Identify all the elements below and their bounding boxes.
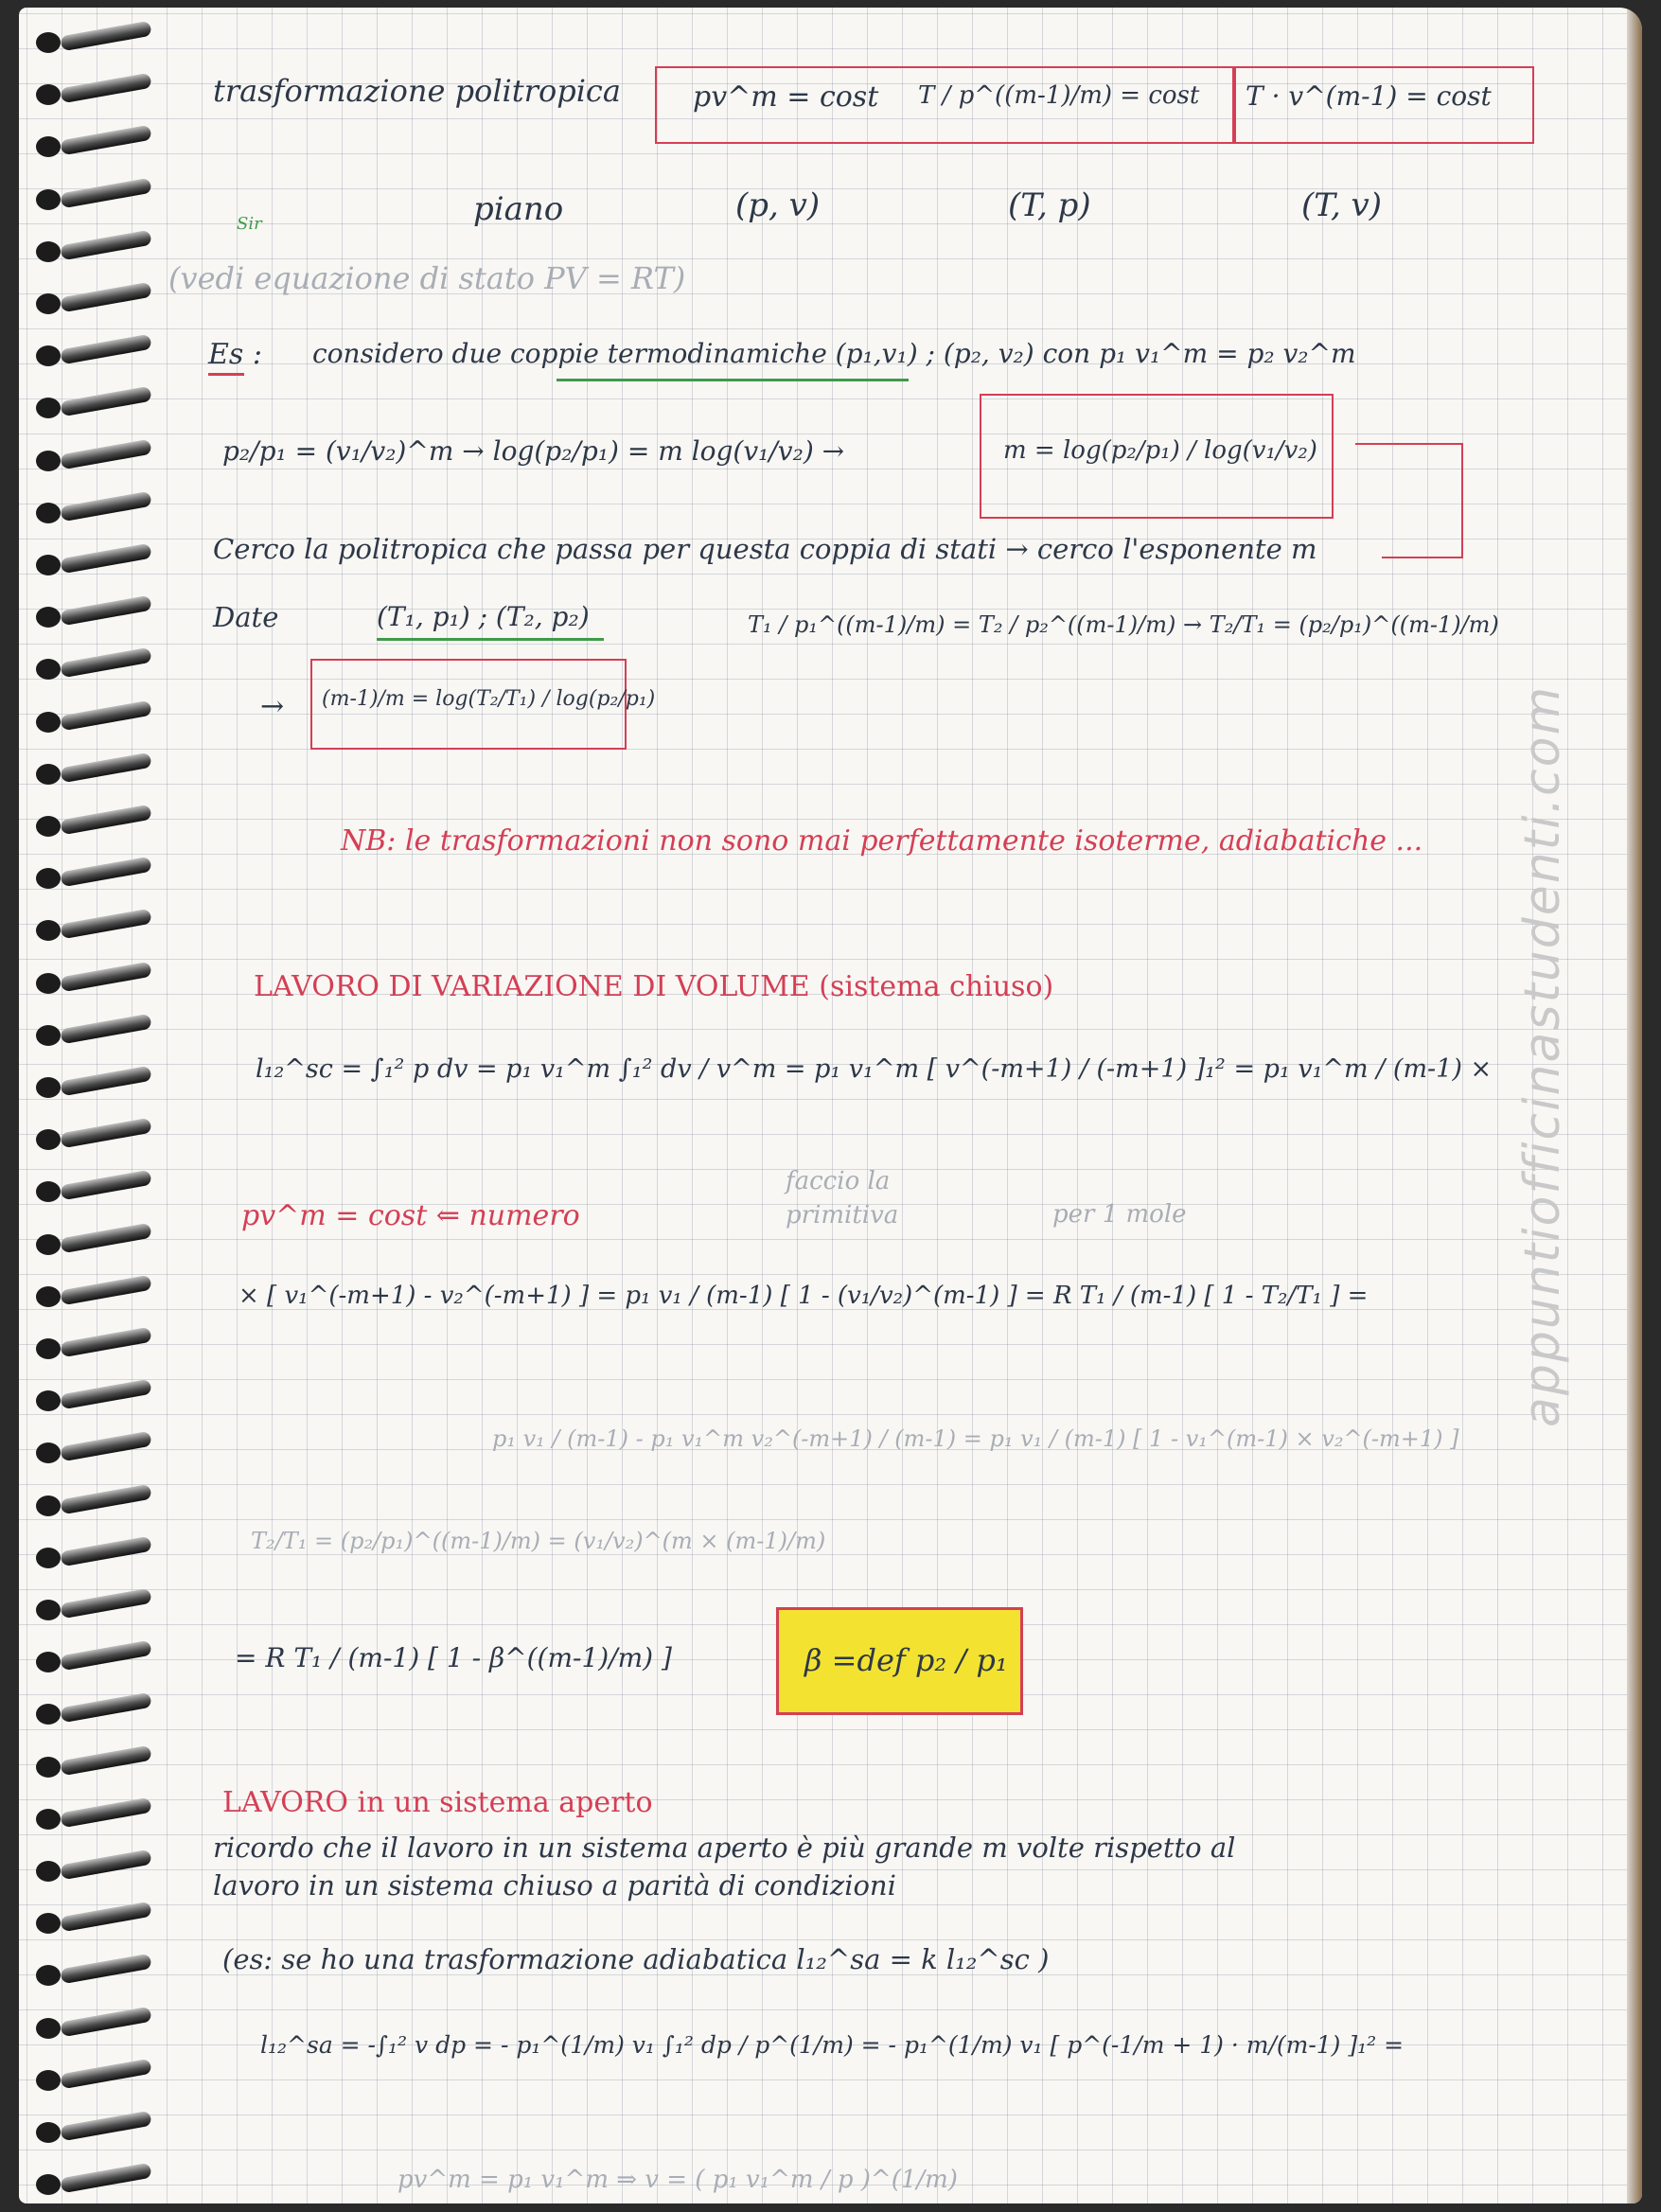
eq-tv: T · v^(m-1) = cost: [1246, 80, 1492, 112]
lavoro-gray1: p₁ v₁ / (m-1) - p₁ v₁^m v₂^(-m+1) / (m-1) = p₁ v₁ / (m-1) [ 1 - v₁^(m-1) × v₂^(-m+1) ]: [492, 1425, 1459, 1452]
es-label: Es :: [208, 338, 262, 371]
binding-coil: [60, 334, 151, 364]
note-primitiva: faccio la primitiva: [786, 1167, 899, 1230]
nb-text: NB: le trasformazioni non sono mai perfettamente isoterme, adiabatiche ...: [341, 824, 1423, 858]
binding-hole: [36, 920, 61, 941]
binding-hole: [36, 451, 61, 471]
binding-coil: [60, 1327, 151, 1357]
notebook-page: trasformazione politropica pv^m = cost T / p^((m-1)/m) = cost T · v^(m-1) = cost Sir piano (p, v) (T, p) (T, v) (vedi equazione di stato PV = RT) Es : considero due coppie termodinamiche (p₁,v₁) ; (p₂, v₂) con p₁ v₁^m = p₂ v₂^m p₂/p₁ = (v₁/v₂)^m → log(p₂/p₁) = m log(v₁/v₂) → m = log(p₂/p₁) / log(v₁/v₂) Cerco la politropica che passa per questa coppia di stati → cerco l'esponente m Date (T₁, p₁) ; (T₂, p₂) T₁ / p₁^((m-1)/m) = T₂ / p₂^((m-1)/m) → T₂/T₁ = (p₂/p₁)^((m-1)/m) → (m-1)/m = log(T₂/T₁) / log(p₂/p₁) NB: le trasformazioni non sono mai perfettamente isoterme, adiabatiche ... LAVORO DI VARIAZIONE DI VOLUME (sistema chiuso) l₁₂^sc = ∫₁² p dv = p₁ v₁^m ∫₁² dv / v^m = p₁ v₁^m [ v^(-m+1) / (-m+1) ]₁² = p₁ v₁^m / (m-1) × pv^m = cost ⇐ numero faccio la primitiva per 1 mole × [ v₁^(-m+1) - v₂^(-m+1) ] = p₁ v₁ / (m-1) [ 1 - (v₁/v₂)^(m-1) ] = R T₁ / (m-1) [ 1 - T₂/T₁ ] = p₁ v₁ / (m-1) - p₁ v₁^m v₂^(-m+1) / (m-1) = p₁ v₁ / (m-1) [ 1 - v₁^(m-1) × v₂^(-m+1) ] T₂/T₁ = (p₂/p₁)^((m-1)/m) = (v₁/v₂)^(m × (m-1)/m) = R T₁ / (m-1) [ 1 - β^((m-1)/m) ] β =def p₂ / p₁ LAVORO in un sistema aperto ricordo che il lavoro in un sistema aperto è più grande m volte rispetto al lavoro in un sistema chiuso a parità di condizioni (es: se ho una trasformazione adiabatica l₁₂^sa = k l₁₂^sc ) l₁₂^sa = -∫₁² v dp = - p₁^(1/m) v₁ ∫₁² dp / p^(1/m) = - p₁^(1/m) v₁ [ p^(-1/m + 1) · m/(m-1) ]₁² = pv^m = p₁ v₁^m ⇒ v = ( p₁ v₁^m / p )^(1/m) appuntiofficinastudenti.com: [19, 8, 1642, 2203]
binding-coil: [60, 909, 151, 939]
binding-coil: [60, 21, 151, 51]
binding-hole: [36, 241, 61, 262]
binding-coil: [60, 1902, 151, 1932]
binding-hole: [36, 1442, 61, 1463]
binding-hole: [36, 1234, 61, 1255]
binding-coil: [60, 1536, 151, 1566]
binding-coil: [60, 595, 151, 626]
eq-pvm: pv^m = cost: [693, 80, 879, 114]
binding-hole: [36, 2174, 61, 2195]
binding-coil: [60, 1275, 151, 1305]
binding-hole: [36, 1965, 61, 1986]
es-line3: Cerco la politropica che passa per questa coppia di stati → cerco l'esponente m: [213, 533, 1317, 565]
binding-coil: [60, 1222, 151, 1252]
binding-hole: [36, 1025, 61, 1046]
lavoro-eq1: l₁₂^sc = ∫₁² p dv = p₁ v₁^m ∫₁² dv / v^m = p₁ v₁^m [ v^(-m+1) / (-m+1) ]₁² = p₁ v₁^m / (m-1) ×: [256, 1054, 1493, 1084]
red-arrow-line: [1355, 443, 1461, 445]
binding-coil: [60, 1431, 151, 1461]
es-line2: p₂/p₁ = (v₁/v₂)^m → log(p₂/p₁) = m log(v₁/v₂) →: [222, 435, 845, 467]
binding-hole: [36, 293, 61, 314]
binding-hole: [36, 1286, 61, 1307]
margin-note: Sir: [237, 214, 262, 234]
binding-hole: [36, 136, 61, 157]
binding-hole: [36, 1913, 61, 1934]
binding-coil: [60, 1797, 151, 1828]
binding-coil: [60, 491, 151, 522]
binding-coil: [60, 1483, 151, 1513]
binding-coil: [60, 125, 151, 155]
binding-hole: [36, 189, 61, 210]
binding-hole: [36, 345, 61, 366]
binding-hole: [36, 1129, 61, 1150]
binding-hole: [36, 84, 61, 105]
binding-coil: [60, 282, 151, 312]
binding-coil: [60, 961, 151, 991]
binding-hole: [36, 1600, 61, 1620]
binding-hole: [36, 2122, 61, 2143]
binding-hole: [36, 1704, 61, 1725]
binding-hole: [36, 868, 61, 889]
binding-coil: [60, 857, 151, 887]
note-mole: per 1 mole: [1052, 1200, 1187, 1229]
es-line1: considero due coppie termodinamiche (p₁,v₁) ; (p₂, v₂) con p₁ v₁^m = p₂ v₂^m: [312, 338, 1356, 369]
red-arrow-vertical: [1461, 443, 1463, 557]
plane-tv: (T, v): [1301, 186, 1383, 224]
date-green-underline: [377, 638, 604, 641]
binding-coil: [60, 1640, 151, 1671]
binding-coil: [60, 2006, 151, 2036]
beta-definition: β =def p₂ / p₁: [804, 1642, 1008, 1678]
plane-pv: (p, v): [735, 186, 821, 224]
lavoro-aperto-title: LAVORO in un sistema aperto: [222, 1786, 653, 1819]
binding-hole: [36, 32, 61, 53]
binding-coil: [60, 2111, 151, 2141]
state-note: (vedi equazione di stato PV = RT): [168, 260, 686, 296]
binding-hole: [36, 973, 61, 994]
binding-hole: [36, 503, 61, 523]
es-green-underline: [557, 379, 909, 381]
aperto-line1: ricordo che il lavoro in un sistema aperto è più grande m volte rispetto al: [213, 1832, 1236, 1864]
binding-hole: [36, 659, 61, 680]
page-edge: [1627, 8, 1642, 2203]
binding-coil: [60, 647, 151, 678]
binding-coil: [60, 1849, 151, 1880]
binding-hole: [36, 764, 61, 785]
binding-hole: [36, 607, 61, 628]
binding-coil: [60, 386, 151, 416]
binding-hole: [36, 1338, 61, 1359]
binding-hole: [36, 2070, 61, 2091]
binding-coil: [60, 1379, 151, 1409]
binding-coil: [60, 1066, 151, 1096]
binding-coil: [60, 1170, 151, 1200]
aperto-eq1: l₁₂^sa = -∫₁² v dp = - p₁^(1/m) v₁ ∫₁² dp / p^(1/m) = - p₁^(1/m) v₁ [ p^(-1/m + 1) · m/(m-1) ]₁² =: [260, 2031, 1405, 2059]
date-pairs: (T₁, p₁) ; (T₂, p₂): [377, 601, 590, 632]
aperto-gray: pv^m = p₁ v₁^m ⇒ v = ( p₁ v₁^m / p )^(1/m): [398, 2166, 958, 2194]
binding-coil: [60, 2163, 151, 2193]
plane-label: piano: [473, 190, 564, 228]
binding-coil: [60, 438, 151, 469]
plane-tp: (T, p): [1008, 186, 1091, 224]
binding-coil: [60, 1588, 151, 1619]
binding-coil: [60, 177, 151, 207]
binding-hole: [36, 1861, 61, 1882]
binding-hole: [36, 1181, 61, 1202]
note-numero: pv^m = cost ⇐ numero: [241, 1199, 580, 1232]
binding-coil: [60, 805, 151, 835]
aperto-line2: lavoro in un sistema chiuso a parità di condizioni: [213, 1869, 896, 1902]
binding-coil: [60, 1692, 151, 1723]
binding-coil: [60, 1014, 151, 1044]
lavoro-eq3: = R T₁ / (m-1) [ 1 - β^((m-1)/m) ]: [235, 1642, 672, 1673]
spiral-binding: [19, 8, 161, 2203]
aperto-line3: (es: se ho una trasformazione adiabatica l₁₂^sa = k l₁₂^sc ): [222, 1943, 1050, 1975]
binding-hole: [36, 712, 61, 733]
binding-hole: [36, 555, 61, 575]
binding-coil: [60, 73, 151, 103]
binding-hole: [36, 1652, 61, 1672]
binding-coil: [60, 230, 151, 260]
binding-coil: [60, 1954, 151, 1984]
date-eq: T₁ / p₁^((m-1)/m) = T₂ / p₂^((m-1)/m) → T₂/T₁ = (p₂/p₁)^((m-1)/m): [748, 611, 1499, 638]
binding-coil: [60, 543, 151, 574]
binding-hole: [36, 398, 61, 418]
binding-coil: [60, 699, 151, 730]
binding-hole: [36, 1077, 61, 1098]
exponent-formula: (m-1)/m = log(T₂/T₁) / log(p₂/p₁): [322, 687, 656, 711]
eq-tp: T / p^((m-1)/m) = cost: [918, 81, 1200, 110]
red-arrow-bottom: [1382, 557, 1463, 558]
binding-hole: [36, 1757, 61, 1778]
binding-hole: [36, 1809, 61, 1830]
es-underline: [208, 373, 244, 376]
politropica-title: trasformazione politropica: [213, 73, 621, 109]
lavoro-gray2: T₂/T₁ = (p₂/p₁)^((m-1)/m) = (v₁/v₂)^(m × (m-1)/m): [251, 1528, 826, 1554]
binding-coil: [60, 1744, 151, 1775]
lavoro-chiuso-title: LAVORO DI VARIAZIONE DI VOLUME (sistema chiuso): [254, 970, 1054, 1003]
binding-hole: [36, 2018, 61, 2039]
binding-hole: [36, 816, 61, 837]
date-label: Date: [213, 601, 279, 633]
binding-coil: [60, 752, 151, 783]
arrow-right: →: [260, 690, 285, 723]
binding-hole: [36, 1548, 61, 1568]
binding-coil: [60, 2059, 151, 2089]
m-formula: m = log(p₂/p₁) / log(v₁/v₂): [1003, 436, 1317, 465]
lavoro-eq2: × [ v₁^(-m+1) - v₂^(-m+1) ] = p₁ v₁ / (m-1) [ 1 - (v₁/v₂)^(m-1) ] = R T₁ / (m-1) [ 1 - T₂/T₁ ] =: [239, 1282, 1369, 1310]
binding-hole: [36, 1495, 61, 1516]
binding-coil: [60, 1118, 151, 1148]
binding-hole: [36, 1390, 61, 1411]
